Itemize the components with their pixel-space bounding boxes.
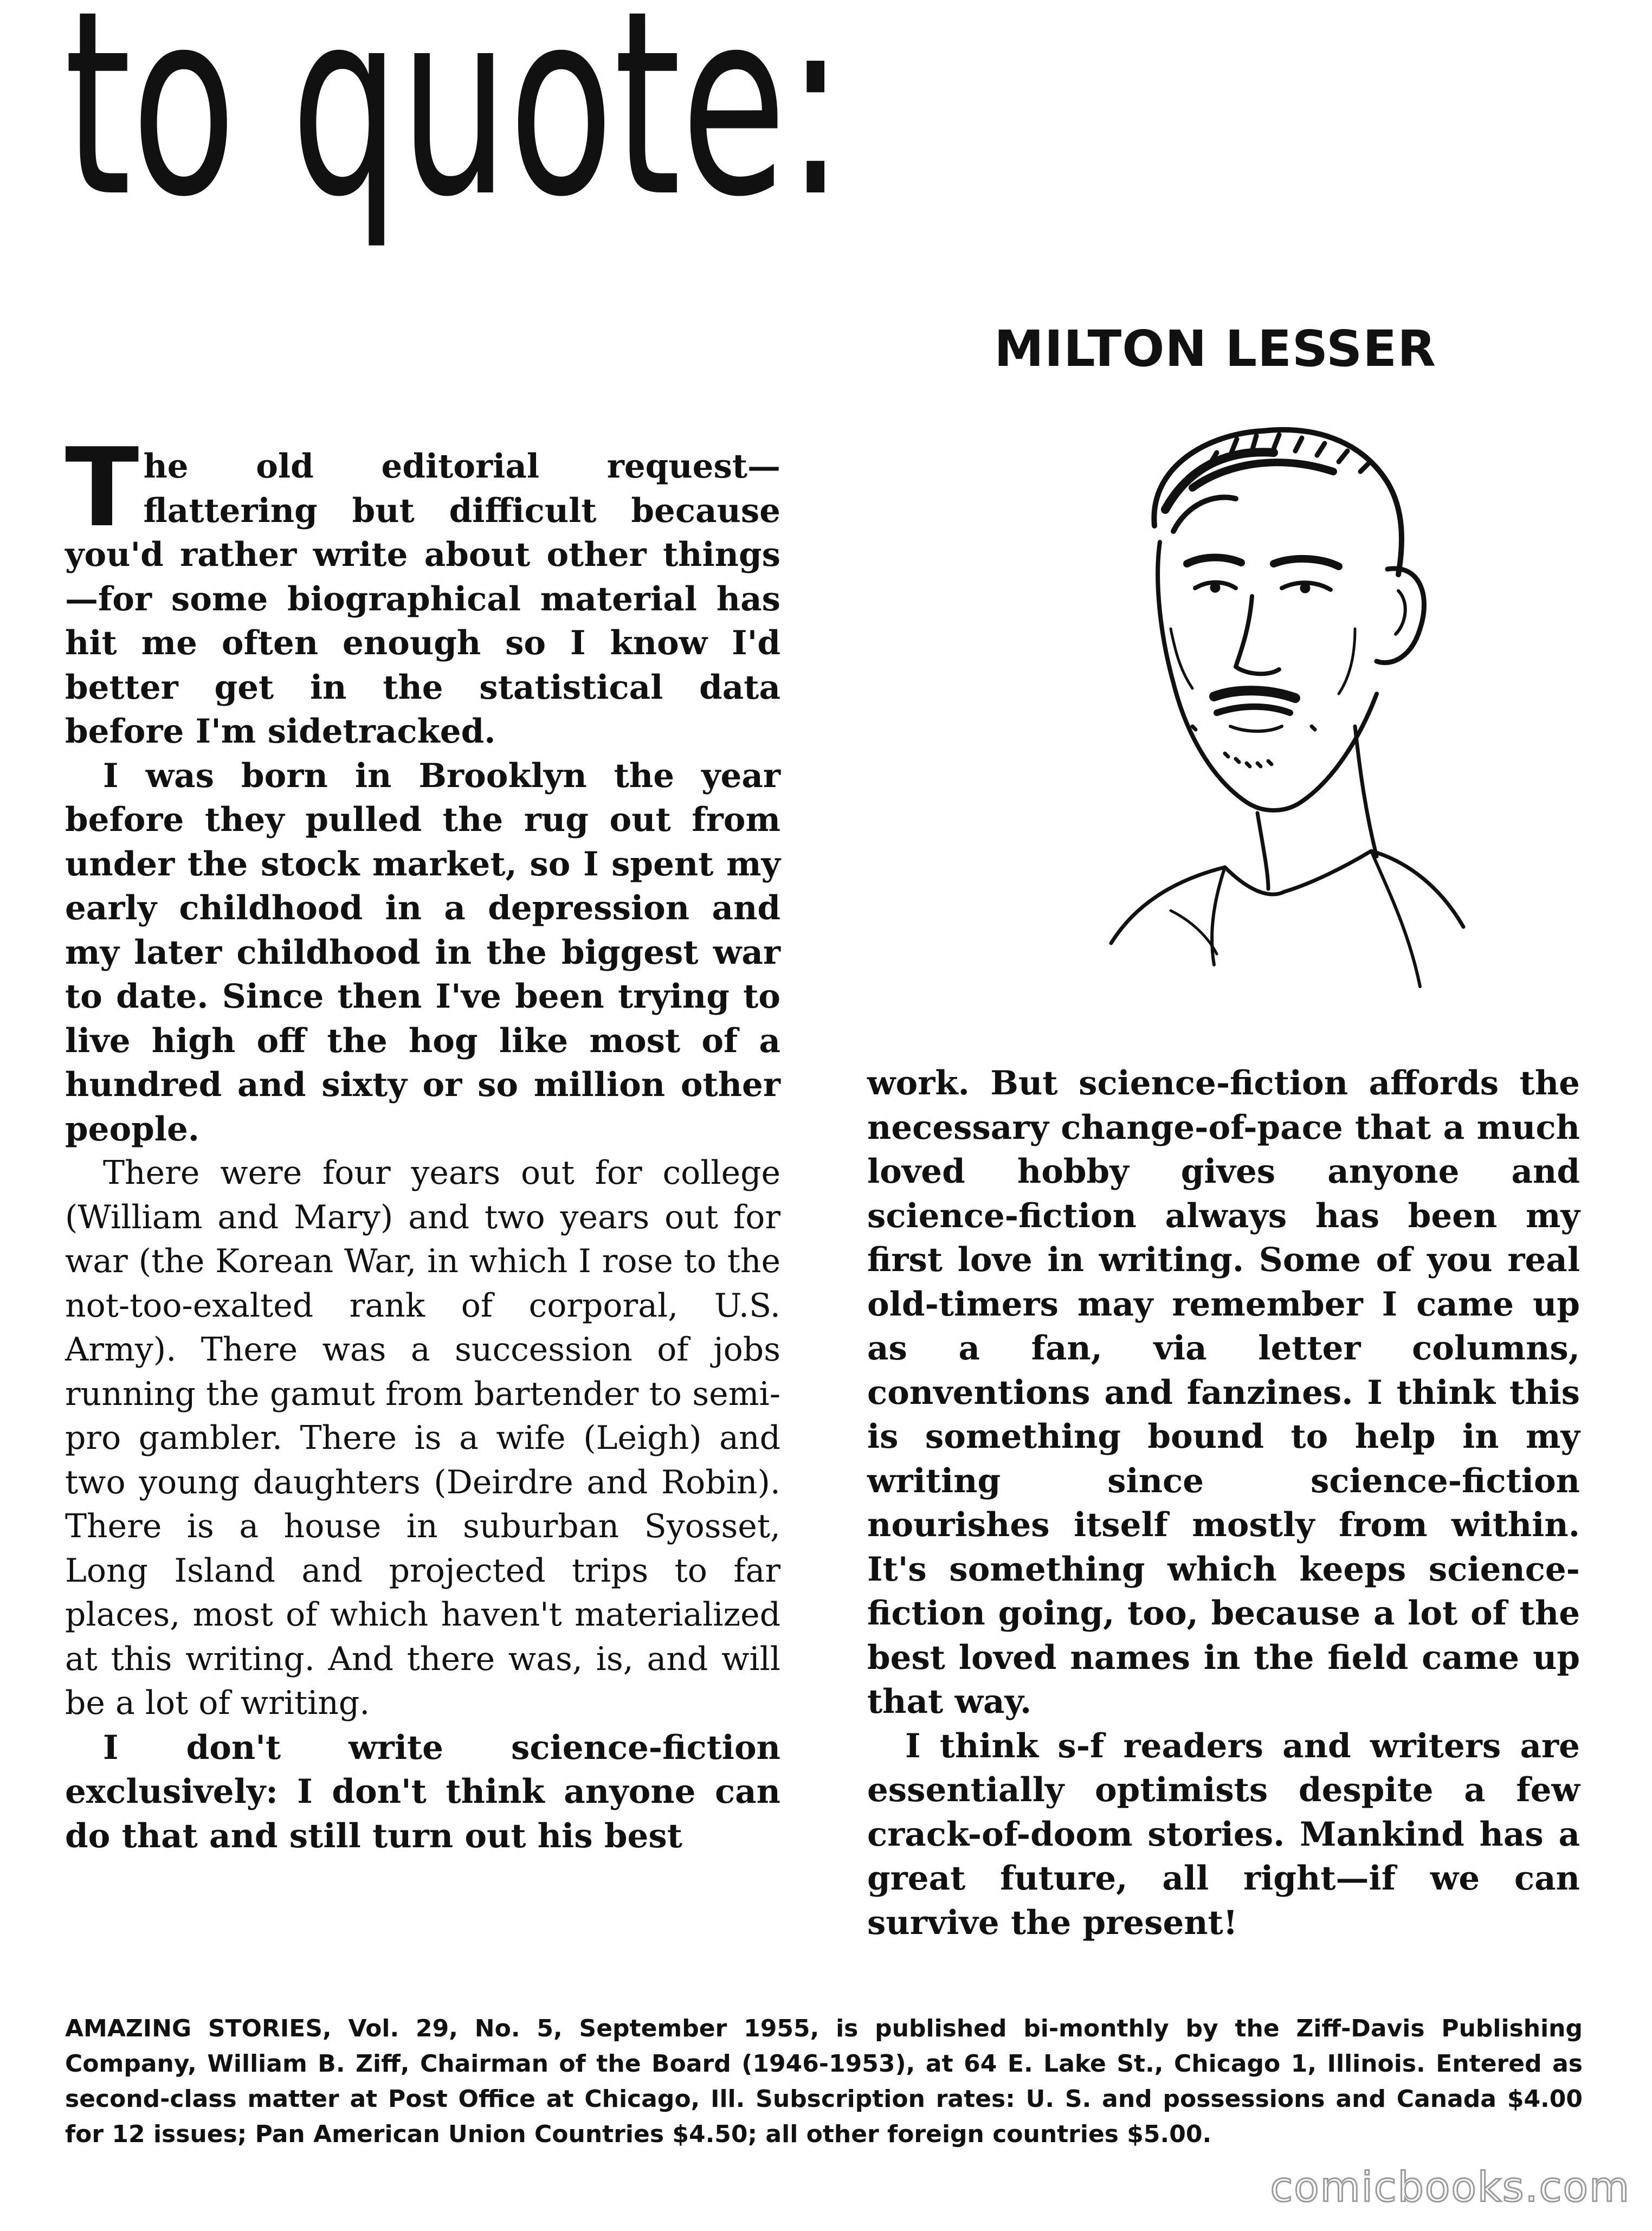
page-title-text: to quote: bbox=[64, 0, 844, 253]
paragraph-4: I don't write science-fiction exclusively: I don't think anyone can do that and still turn out his best bbox=[65, 1728, 780, 1855]
watermark: comicbooks.com bbox=[1270, 2163, 1630, 2211]
publication-notice: AMAZING STORIES, Vol. 29, No. 5, September 1955, is published bi-monthly by the Ziff-Davis Publishing Company, William B. Ziff, Chairman of the Board (1946-1953), at 64 E. Lake St., Chicago 1, Illinois. Entered as second-class matter at Post Office at Chicago, Ill. Subscription rates: U. S. and possessions and Canada $4.00 for 12 issues; Pan American Union Countries $4.50; all other foreign countries $5.00. bbox=[65, 2015, 1583, 2148]
paragraph-6: I think s-f readers and writers are essentially optimists despite a few crack-of-doom stories. Mankind has a great future, all right—if we can survive the present! bbox=[867, 1726, 1580, 1942]
author-name: MILTON LESSER bbox=[994, 320, 1436, 378]
drop-cap: T bbox=[65, 425, 139, 551]
paragraph-3: There were four years out for college (William and Mary) and two years out for war (the Korean War, in which I rose to the not-too-exalted rank of corporal, U.S. Army). There was a succession of jobs running the gamut from bartender to semi-pro gambler. There is a wife (Leigh) and two young daughters (Deirdre and Robin). There is a house in suburban Syosset, Long Island and projected trips to far places, most of which haven't materialized at this writing. And there was, is, and will be a lot of writing. bbox=[65, 1154, 780, 1722]
author-portrait bbox=[1030, 401, 1599, 1014]
paragraph-5: work. But science-fiction affords the necessary change-of-pace that a much loved hobby gives anyone and science-fiction always has been my first love in writing. Some of you real old-timers may remember I came up as a fan, via letter columns, conventions and fanzines. I think this is something bound to help in my writing since science-fiction nourishes itself mostly from within. It's something which keeps science-fiction going, too, because a lot of the best loved names in the field came up that way. bbox=[867, 1064, 1580, 1721]
article-column-left bbox=[65, 425, 780, 1858]
paragraph-1-text: he old editorial request—flattering but difficult because you'd rather write about other things—for some biographical material has hit me often enough so I know I'd better get in the statistical data before I'm sidetracked. bbox=[65, 447, 780, 751]
article-column-right bbox=[867, 1061, 1580, 1945]
paragraph-2: I was born in Brooklyn the year before they pulled the rug out from under the stock market, so I spent my early childhood in a depression and my later childhood in the biggest war to date. Since then I've been trying to live high off the hog like most of a hundred and sixty or so million other people. bbox=[65, 756, 780, 1149]
paragraph-1 bbox=[65, 425, 780, 754]
page-title bbox=[64, 0, 850, 304]
